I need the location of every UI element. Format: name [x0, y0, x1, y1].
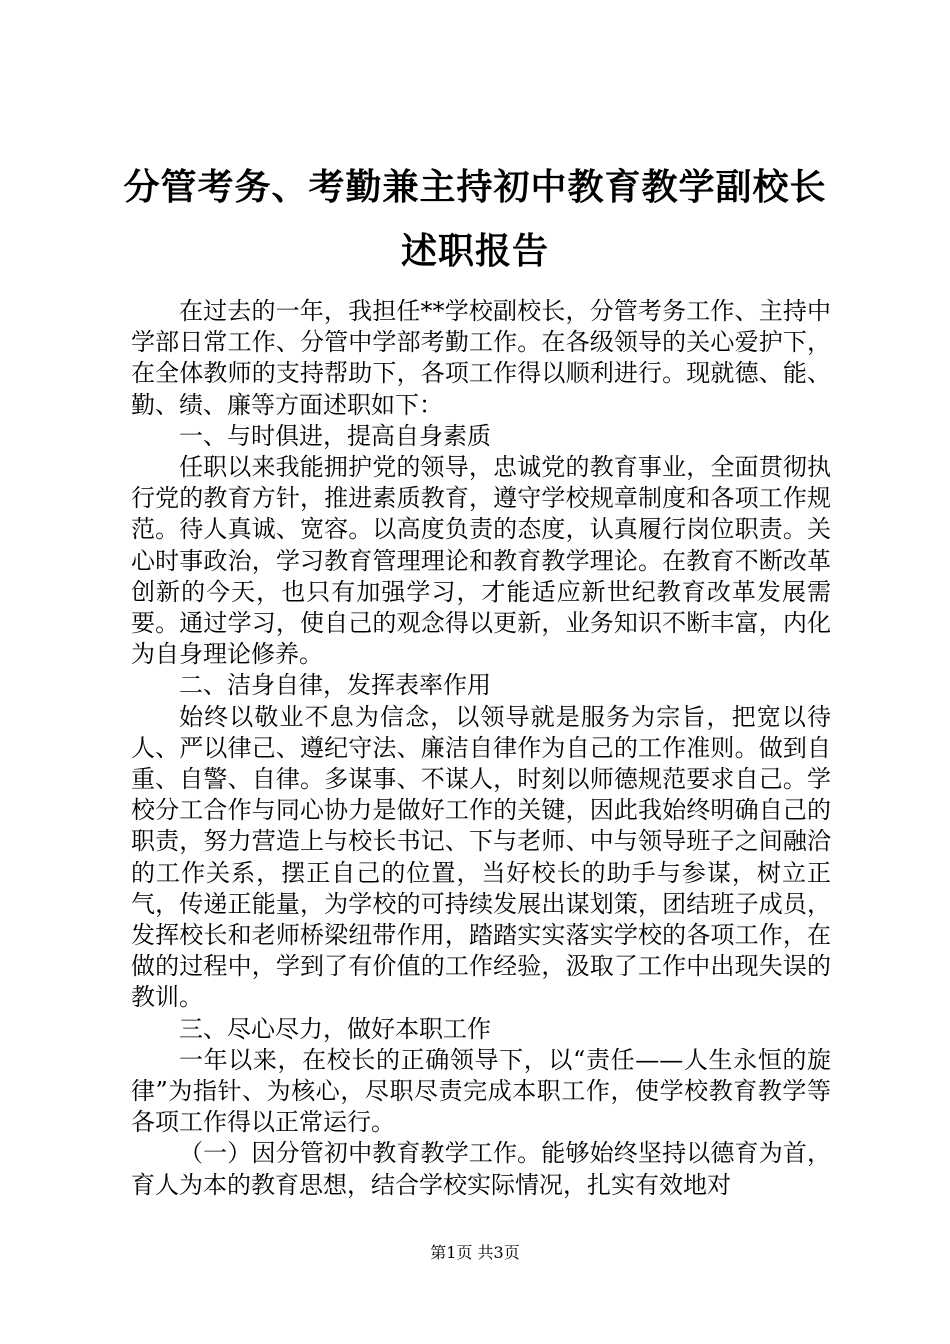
paragraph-section-3: 一年以来，在校长的正确领导下，以“责任——人生永恒的旋律”为指针、为核心，尽职尽责完成本职工作，使学校教育教学等各项工作得以正常运行。: [131, 1045, 831, 1137]
paragraph-intro: 在过去的一年，我担任**学校副校长，分管考务工作、主持中学部日常工作、分管中学部考勤工作。在各级领导的关心爱护下，在全体教师的支持帮助下，各项工作得以顺利进行。现就德、能、勤、绩、廉等方面述职如下：: [131, 297, 831, 419]
section-heading-3: 三、尽心尽力，做好本职工作: [179, 1014, 491, 1043]
document-title: 分管考务、考勤兼主持初中教育教学副校长述职报告: [123, 166, 827, 272]
paragraph-section-2: 始终以敬业不息为信念，以领导就是服务为宗旨，把宽以待人、严以律己、遵纪守法、廉洁自律作为自己的工作准则。做到自重、自警、自律。多谋事、不谋人，时刻以师德规范要求自己。学校分工合作与同心协力是做好工作的关键，因此我始终明确自己的职责，努力营造上与校长书记、下与老师、中与领导班子之间融洽的工作关系，摆正自己的位置，当好校长的助手与参谋，树立正气，传递正能量，为学校的可持续发展出谋划策，团结班子成员，发挥校长和老师桥梁纽带作用，踏踏实实落实学校的各项工作，在做的过程中，学到了有价值的工作经验，汲取了工作中出现失误的教训。: [131, 702, 831, 1012]
page-footer: 第1页 共3页: [430, 1243, 520, 1262]
document-body: [131, 296, 831, 1201]
section-heading-1: 一、与时俱进，提高自身素质: [179, 421, 491, 450]
paragraph-section-1: 任职以来我能拥护党的领导，忠诚党的教育事业，全面贯彻执行党的教育方针，推进素质教育，遵守学校规章制度和各项工作规范。待人真诚、宽容。以高度负责的态度，认真履行岗位职责。关心时事政治，学习教育管理理论和教育教学理论。在教育不断改革创新的今天，也只有加强学习，才能适应新世纪教育改革发展需要。通过学习，使自己的观念得以更新，业务知识不断丰富，内化为自身理论修养。: [131, 453, 831, 669]
section-heading-2: 二、洁身自律，发挥表率作用: [179, 671, 491, 700]
paragraph-subsection-1: （一）因分管初中教育教学工作。能够始终坚持以德育为首，育人为本的教育思想，结合学校实际情况，扎实有效地对: [131, 1139, 831, 1199]
